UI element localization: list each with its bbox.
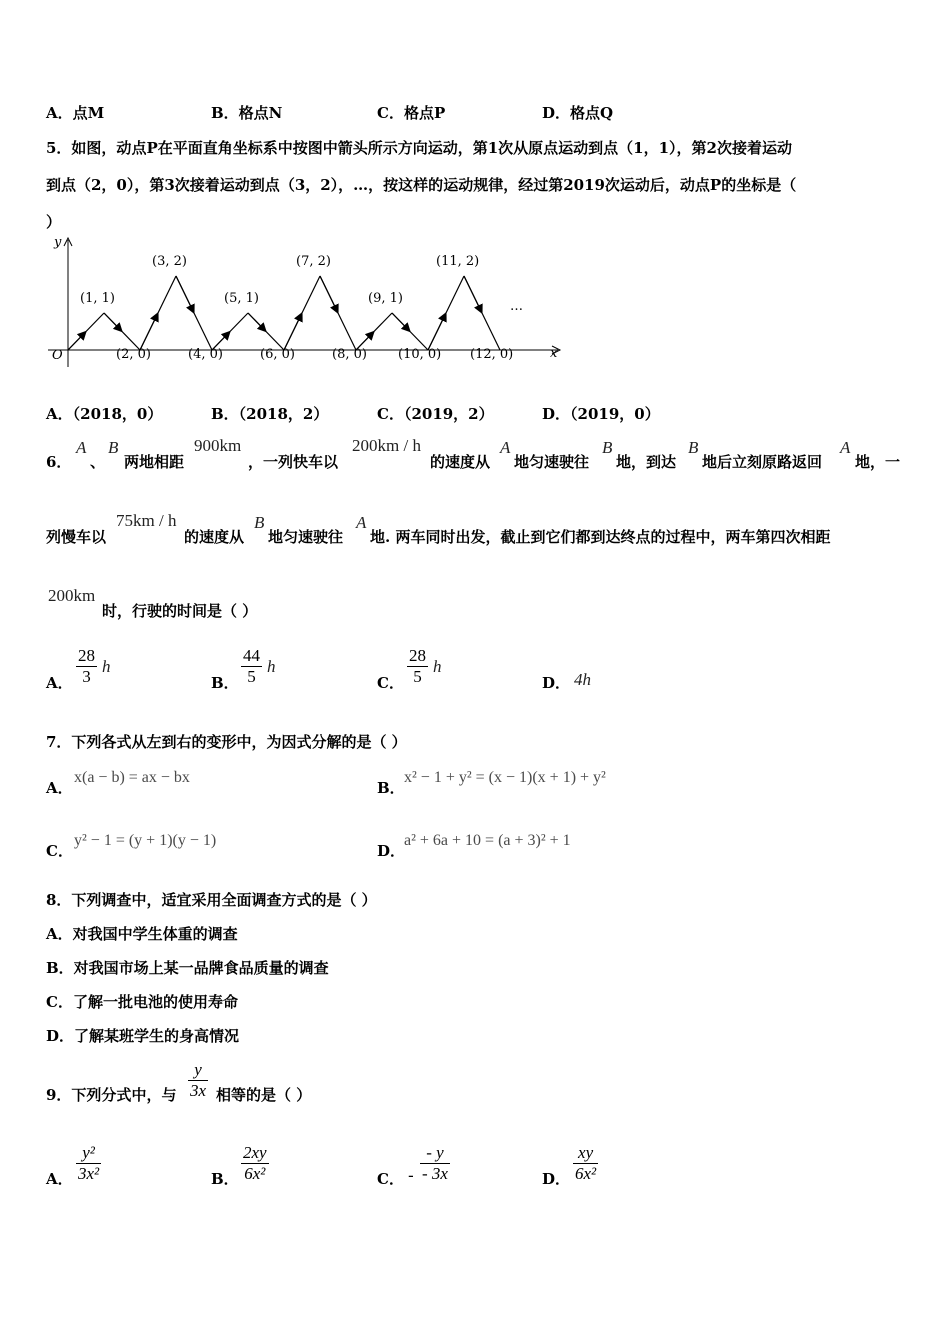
y-axis-label: y bbox=[54, 235, 62, 250]
q9-stem-fraction: $\frac{y}{3x}$ bbox=[190, 1060, 207, 1100]
q6-text-2: ，一列快车以 bbox=[248, 453, 339, 471]
direction-arrow bbox=[392, 313, 410, 332]
q6-text-11: 地. 两车同时出发，截止到它们都到达终点的过程中，两车第四次相距 bbox=[370, 528, 831, 546]
q9-option-c-label: C． bbox=[377, 1170, 404, 1188]
q6-text-8: 列慢车以 bbox=[46, 528, 107, 546]
q7-option-b-formula: x² − 1 + y² = (x − 1)(x + 1) + y² bbox=[404, 769, 606, 786]
q9-option-b-fraction: $\frac{2xy}{\text{6x²}}$ bbox=[243, 1143, 267, 1183]
q6-point-a-4: A bbox=[356, 513, 367, 532]
base-label-4: (8, 0) bbox=[332, 347, 367, 362]
peak-label-1: (1, 1) bbox=[80, 291, 115, 306]
q9-option-c-fraction: $\frac{- y}{- 3x}$ bbox=[422, 1143, 448, 1183]
origin-label: O bbox=[52, 348, 63, 363]
q6-option-c-unit: h bbox=[433, 657, 442, 676]
q7-option-a-formula: x(a − b) = ax − bx bbox=[74, 769, 190, 786]
direction-arrow bbox=[428, 313, 446, 350]
direction-arrow bbox=[104, 313, 122, 332]
q9-option-d-label: D． bbox=[542, 1170, 571, 1188]
q6-point-a: A bbox=[76, 438, 87, 457]
q7-option-a-label: A． bbox=[46, 779, 73, 797]
q6-point-b: B bbox=[108, 438, 119, 457]
q6-speed-75: 75km / h bbox=[116, 511, 177, 530]
q4-option-b: B．格点N bbox=[211, 104, 283, 122]
q8-option-c: C．了解一批电池的使用寿命 bbox=[46, 993, 238, 1011]
q9-option-b-label: B． bbox=[211, 1170, 239, 1188]
direction-arrow bbox=[320, 276, 338, 313]
q7-option-c-label: C． bbox=[46, 842, 73, 860]
q5-line3: ） bbox=[46, 213, 62, 231]
q6-option-b-label: B． bbox=[211, 674, 239, 692]
direction-arrow bbox=[464, 276, 482, 313]
q7-option-d-label: D． bbox=[377, 842, 406, 860]
q9-option-c-minus: - bbox=[408, 1166, 414, 1186]
q6-distance-200: 200km bbox=[48, 586, 96, 605]
q6-point-a-3: A bbox=[840, 438, 851, 457]
base-label-1: (2, 0) bbox=[116, 347, 151, 362]
q4-option-a: A．点M bbox=[46, 104, 105, 122]
q6-text-10: 地匀速驶往 bbox=[268, 528, 344, 546]
q8-option-d: D．了解某班学生的身高情况 bbox=[46, 1027, 240, 1045]
peak-label-4: (7, 2) bbox=[296, 254, 331, 269]
q5-option-a: A．（2018，0） bbox=[46, 405, 163, 423]
q6-separator: 、 bbox=[90, 453, 106, 471]
direction-arrow bbox=[248, 313, 266, 332]
q9-stem-pre: 9．下列分式中，与 bbox=[46, 1086, 177, 1104]
direction-arrow bbox=[140, 313, 158, 350]
q7-option-b-label: B． bbox=[377, 779, 405, 797]
q9-option-a-label: A． bbox=[46, 1170, 73, 1188]
q6-text-12: 时，行驶的时间是（ ） bbox=[102, 602, 258, 620]
q6-text-9: 的速度从 bbox=[184, 528, 245, 546]
q6-point-b-2: B bbox=[602, 438, 613, 457]
q6-text-5: 地，到达 bbox=[616, 453, 677, 471]
graph-ellipsis: … bbox=[510, 299, 523, 314]
q6-point-b-3: B bbox=[688, 438, 699, 457]
q6-option-c-label: C． bbox=[377, 674, 404, 692]
q6-point-b-4: B bbox=[254, 513, 265, 532]
q6-number: 6． bbox=[46, 453, 72, 471]
q9-stem-post: 相等的是（ ） bbox=[216, 1086, 312, 1104]
q6-text-4: 地匀速驶往 bbox=[514, 453, 590, 471]
q6-option-d-label: D． bbox=[542, 674, 571, 692]
q8-stem: 8．下列调查中，适宜采用全面调查方式的是（ ） bbox=[46, 891, 377, 909]
q6-text-7: 地，一 bbox=[855, 453, 901, 471]
zigzag-path bbox=[68, 276, 500, 350]
q6-option-b-unit: h bbox=[267, 657, 276, 676]
q4-option-c: C．格点P bbox=[377, 104, 446, 122]
q6-speed-200: 200km / h bbox=[352, 436, 421, 455]
q5-option-b: B．（2018，2） bbox=[211, 405, 329, 423]
q6-text-1: 两地相距 bbox=[124, 453, 185, 471]
q7-option-d-formula: a² + 6a + 10 = (a + 3)² + 1 bbox=[404, 832, 571, 849]
q6-option-a-fraction: $\frac{28}{3}$ bbox=[78, 646, 95, 686]
base-label-3: (6, 0) bbox=[260, 347, 295, 362]
q6-text-6: 地后立刻原路返回 bbox=[702, 453, 823, 471]
q6-option-d-value: 4h bbox=[574, 670, 591, 689]
q5-zigzag-graph bbox=[40, 232, 570, 372]
q9-option-d-fraction: $\frac{xy}{\text{6x²}}$ bbox=[575, 1143, 597, 1183]
peak-label-2: (3, 2) bbox=[152, 254, 187, 269]
q6-option-a-unit: h bbox=[102, 657, 111, 676]
direction-arrow bbox=[284, 313, 302, 350]
base-label-6: (12, 0) bbox=[470, 347, 514, 362]
direction-arrow bbox=[68, 332, 86, 351]
q6-point-a-2: A bbox=[500, 438, 511, 457]
q5-line2: 到点（2，0），第3次接着运动到点（3，2），…，按这样的运动规律，经过第2019次运动后，动点P的坐标是（ bbox=[46, 176, 797, 194]
q8-option-a: A．对我国中学生体重的调查 bbox=[46, 925, 238, 943]
q4-option-d: D．格点Q bbox=[542, 104, 614, 122]
base-label-5: (10, 0) bbox=[398, 347, 442, 362]
peak-label-3: (5, 1) bbox=[224, 291, 259, 306]
direction-arrow bbox=[176, 276, 194, 313]
q6-option-c-fraction: $\frac{28}{5}$ bbox=[409, 646, 426, 686]
q5-option-c: C．（2019，2） bbox=[377, 405, 494, 423]
q6-text-3: 的速度从 bbox=[430, 453, 491, 471]
q7-option-c-formula: y² − 1 = (y + 1)(y − 1) bbox=[74, 832, 217, 849]
q7-stem: 7．下列各式从左到右的变形中，为因式分解的是（ ） bbox=[46, 733, 407, 751]
x-axis-label: x bbox=[550, 346, 558, 361]
q5-option-d: D．（2019，0） bbox=[542, 405, 660, 423]
peak-label-5: (9, 1) bbox=[368, 291, 403, 306]
q6-option-a-label: A． bbox=[46, 674, 73, 692]
base-label-2: (4, 0) bbox=[188, 347, 223, 362]
q9-option-a-fraction: $\frac{\text{y²}}{\text{3x²}}$ bbox=[78, 1143, 100, 1183]
q6-option-b-fraction: $\frac{44}{5}$ bbox=[243, 646, 260, 686]
q5-line1: 5．如图，动点P在平面直角坐标系中按图中箭头所示方向运动，第1次从原点运动到点（1，1），第2次接着运动 bbox=[46, 139, 792, 157]
peak-label-6: (11, 2) bbox=[436, 254, 480, 269]
q8-option-b: B．对我国市场上某一品牌食品质量的调查 bbox=[46, 959, 329, 977]
q6-distance-900: 900km bbox=[194, 436, 242, 455]
